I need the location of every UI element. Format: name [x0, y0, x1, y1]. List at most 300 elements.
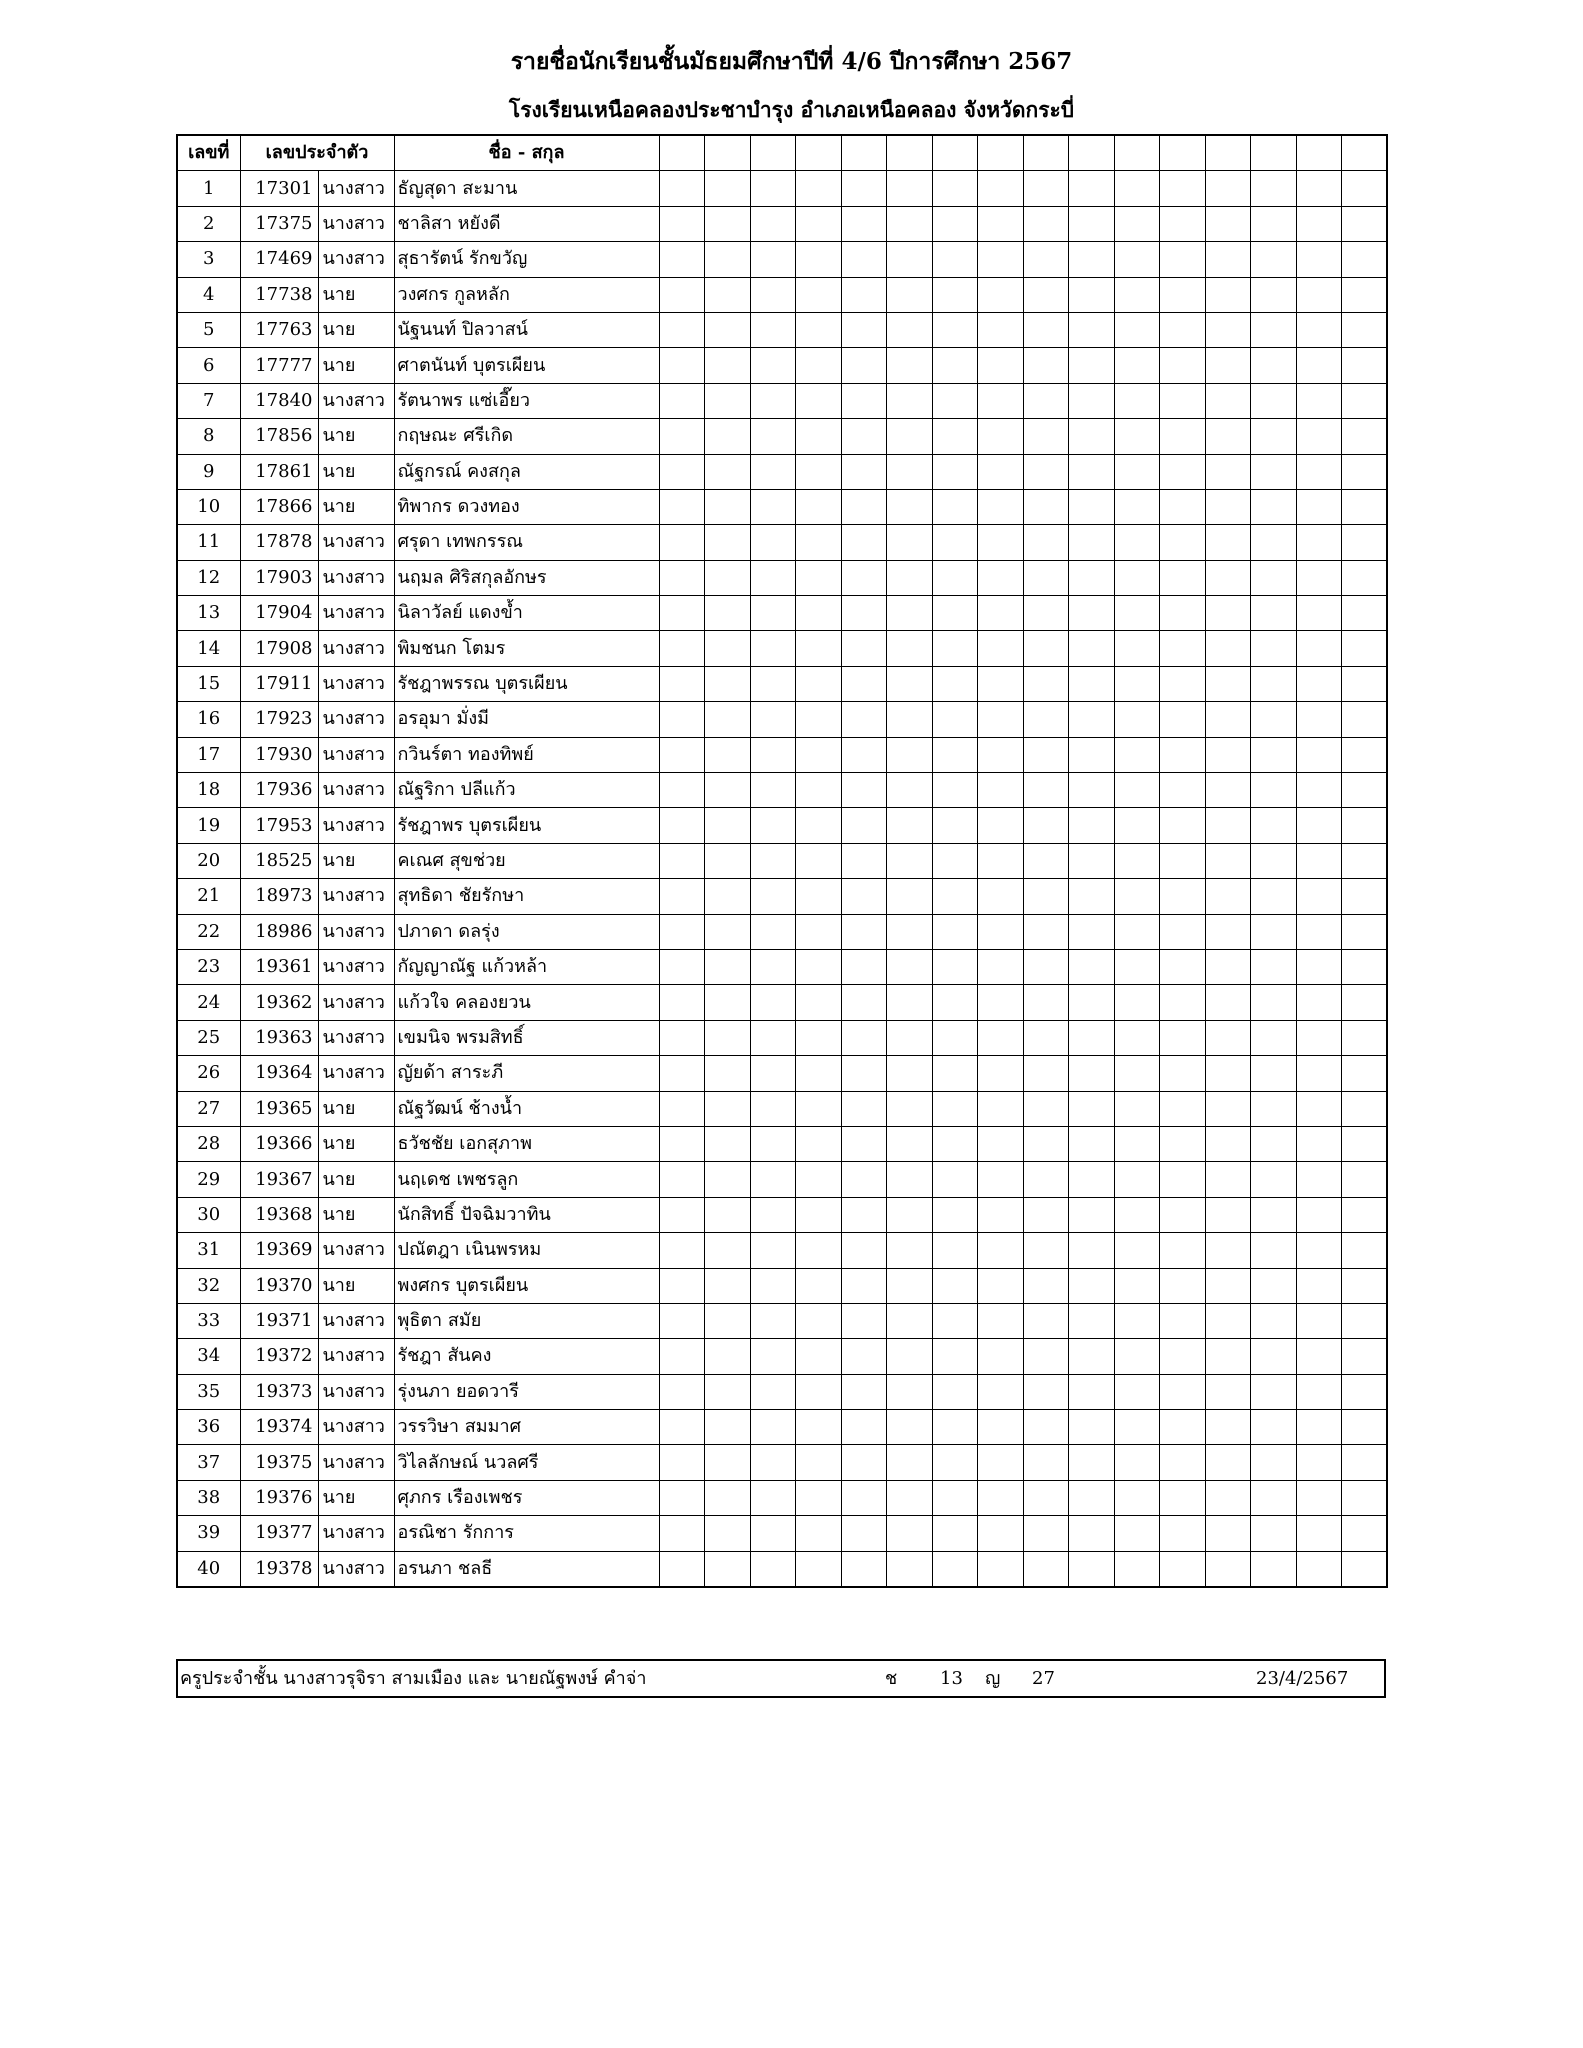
blank-mark-cell	[841, 1268, 887, 1303]
blank-mark-cell	[978, 843, 1024, 878]
blank-mark-cell	[750, 596, 796, 631]
blank-mark-cell	[841, 419, 887, 454]
blank-mark-cell	[659, 489, 705, 524]
blank-mark-cell	[1251, 277, 1297, 312]
student-prefix: นางสาว	[318, 631, 394, 666]
blank-mark-cell	[841, 1162, 887, 1197]
blank-mark-cell	[1342, 206, 1388, 241]
blank-mark-cell	[932, 1303, 978, 1338]
blank-mark-cell	[1205, 1233, 1251, 1268]
blank-mark-cell	[1342, 1480, 1388, 1515]
blank-mark-cell	[1296, 879, 1342, 914]
blank-mark-cell	[796, 737, 842, 772]
blank-mark-cell	[796, 1410, 842, 1445]
student-name: พิมชนก โตมร	[394, 631, 659, 666]
blank-mark-cell	[796, 1162, 842, 1197]
table-row	[177, 525, 1387, 560]
blank-mark-cell	[932, 1410, 978, 1445]
blank-mark-cell	[1205, 666, 1251, 701]
blank-mark-cell	[705, 312, 751, 347]
blank-mark-cell	[1160, 419, 1206, 454]
blank-mark-cell	[932, 454, 978, 489]
blank-mark-cell	[1296, 383, 1342, 418]
student-number: 35	[177, 1374, 240, 1409]
blank-mark-cell	[841, 702, 887, 737]
blank-mark-cell	[1023, 348, 1069, 383]
school-subtitle: โรงเรียนเหนือคลองประชาบำรุง อำเภอเหนือคลอง จังหวัดกระบี่	[508, 97, 1075, 122]
student-id: 19371	[240, 1303, 318, 1338]
blank-mark-cell	[1251, 454, 1297, 489]
student-number: 31	[177, 1233, 240, 1268]
student-prefix: นางสาว	[318, 1374, 394, 1409]
blank-mark-cell	[1069, 1162, 1115, 1197]
blank-mark-cell	[1114, 596, 1160, 631]
blank-mark-cell	[1205, 949, 1251, 984]
blank-mark-cell	[705, 1020, 751, 1055]
blank-mark-cell	[1251, 737, 1297, 772]
blank-mark-cell	[705, 1233, 751, 1268]
table-row	[177, 879, 1387, 914]
blank-mark-cell	[1023, 1480, 1069, 1515]
blank-mark-cell	[1069, 879, 1115, 914]
table-row	[177, 1197, 1387, 1232]
blank-mark-cell	[841, 773, 887, 808]
blank-mark-cell	[750, 1162, 796, 1197]
blank-mark-cell	[978, 419, 1024, 454]
blank-mark-cell	[1251, 1020, 1297, 1055]
blank-mark-cell	[750, 879, 796, 914]
blank-mark-cell	[1342, 171, 1388, 206]
student-prefix: นางสาว	[318, 702, 394, 737]
blank-mark-cell	[1296, 702, 1342, 737]
blank-mark-cell	[1205, 1339, 1251, 1374]
blank-mark-cell	[887, 1162, 933, 1197]
blank-mark-cell	[887, 1374, 933, 1409]
blank-mark-cell	[705, 1091, 751, 1126]
table-row	[177, 985, 1387, 1020]
blank-mark-cell	[1023, 1268, 1069, 1303]
blank-mark-cell	[887, 843, 933, 878]
blank-mark-cell	[659, 560, 705, 595]
blank-mark-cell	[1023, 1410, 1069, 1445]
blank-mark-cell	[932, 1480, 978, 1515]
blank-mark-cell	[932, 242, 978, 277]
blank-mark-cell	[841, 843, 887, 878]
student-id: 19378	[240, 1551, 318, 1587]
student-prefix: นาย	[318, 277, 394, 312]
blank-mark-cell	[978, 1516, 1024, 1551]
blank-mark-cell	[887, 560, 933, 595]
blank-mark-cell	[1205, 631, 1251, 666]
blank-mark-cell	[659, 1445, 705, 1480]
student-prefix: นางสาว	[318, 525, 394, 560]
blank-mark-cell	[1069, 737, 1115, 772]
blank-mark-cell	[1296, 1374, 1342, 1409]
blank-mark-cell	[932, 419, 978, 454]
blank-mark-cell	[705, 1126, 751, 1161]
blank-mark-cell	[796, 419, 842, 454]
blank-mark-cell	[978, 1268, 1024, 1303]
blank-mark-cell	[705, 242, 751, 277]
blank-mark-cell	[1114, 1268, 1160, 1303]
blank-mark-cell	[1251, 242, 1297, 277]
blank-mark-cell	[1160, 914, 1206, 949]
blank-mark-cell	[705, 808, 751, 843]
blank-mark-cell	[1251, 1303, 1297, 1338]
student-name: อรณิชา รักการ	[394, 1516, 659, 1551]
blank-mark-cell	[659, 843, 705, 878]
blank-mark-cell	[1205, 525, 1251, 560]
student-name: รัตนาพร แซ่เอี๊ยว	[394, 383, 659, 418]
blank-mark-cell	[1069, 1339, 1115, 1374]
blank-mark-cell	[887, 1303, 933, 1338]
blank-mark-cell	[705, 985, 751, 1020]
blank-mark-cell	[750, 1445, 796, 1480]
table-row	[177, 560, 1387, 595]
student-id: 19367	[240, 1162, 318, 1197]
blank-mark-cell	[1296, 1233, 1342, 1268]
blank-mark-cell	[705, 1339, 751, 1374]
student-id: 19369	[240, 1233, 318, 1268]
blank-mark-cell	[1069, 914, 1115, 949]
blank-mark-cell	[659, 773, 705, 808]
blank-mark-cell	[1023, 631, 1069, 666]
blank-mark-cell	[978, 383, 1024, 418]
blank-mark-cell	[705, 525, 751, 560]
male-label: ช	[885, 1668, 898, 1689]
blank-mark-cell	[796, 277, 842, 312]
blank-mark-cell	[659, 1020, 705, 1055]
blank-mark-cell	[796, 1480, 842, 1515]
student-prefix: นาย	[318, 1268, 394, 1303]
blank-mark-cell	[1296, 419, 1342, 454]
blank-mark-cell	[705, 1197, 751, 1232]
blank-mark-cell	[1251, 383, 1297, 418]
blank-mark-cell	[1296, 1197, 1342, 1232]
table-row	[177, 1445, 1387, 1480]
student-id: 18986	[240, 914, 318, 949]
blank-mark-cell	[841, 1091, 887, 1126]
blank-mark-cell	[978, 702, 1024, 737]
blank-mark-cell	[1114, 1303, 1160, 1338]
blank-mark-cell	[659, 1339, 705, 1374]
blank-mark-cell	[1251, 1339, 1297, 1374]
blank-mark-cell	[978, 808, 1024, 843]
male-count: 13	[940, 1668, 963, 1689]
blank-mark-cell	[887, 702, 933, 737]
blank-mark-cell	[1342, 1339, 1388, 1374]
blank-mark-cell	[887, 1268, 933, 1303]
table-row	[177, 596, 1387, 631]
blank-mark-cell	[1296, 454, 1342, 489]
blank-mark-cell	[1251, 312, 1297, 347]
blank-mark-cell	[1251, 808, 1297, 843]
blank-mark-cell	[978, 1339, 1024, 1374]
student-id: 18525	[240, 843, 318, 878]
blank-mark-cell	[796, 1197, 842, 1232]
blank-mark-cell	[659, 383, 705, 418]
blank-mark-cell	[1342, 596, 1388, 631]
blank-mark-cell	[841, 737, 887, 772]
blank-mark-cell	[1205, 596, 1251, 631]
class-summary-footer	[176, 1659, 1386, 1698]
blank-mark-cell	[1114, 1410, 1160, 1445]
blank-mark-cell	[1342, 1551, 1388, 1587]
student-number: 8	[177, 419, 240, 454]
student-number: 28	[177, 1126, 240, 1161]
student-prefix: นางสาว	[318, 1516, 394, 1551]
blank-mark-cell	[932, 383, 978, 418]
blank-mark-cell	[796, 560, 842, 595]
student-number: 33	[177, 1303, 240, 1338]
student-prefix: นางสาว	[318, 1303, 394, 1338]
student-name: วิไลลักษณ์ นวลศรี	[394, 1445, 659, 1480]
blank-mark-cell	[1342, 1020, 1388, 1055]
blank-mark-cell	[1205, 808, 1251, 843]
blank-mark-cell	[1160, 1374, 1206, 1409]
blank-mark-cell	[1160, 242, 1206, 277]
blank-mark-cell	[1069, 1445, 1115, 1480]
blank-mark-cell	[978, 312, 1024, 347]
blank-mark-cell	[1114, 737, 1160, 772]
blank-mark-cell	[1296, 242, 1342, 277]
blank-mark-cell	[750, 1303, 796, 1338]
blank-mark-cell	[1342, 383, 1388, 418]
blank-mark-cell	[1205, 1303, 1251, 1338]
blank-mark-cell	[932, 1091, 978, 1126]
student-name: รุ่งนภา ยอดวารี	[394, 1374, 659, 1409]
blank-mark-cell	[1160, 596, 1206, 631]
blank-mark-cell	[1251, 1480, 1297, 1515]
blank-mark-cell	[841, 1020, 887, 1055]
student-prefix: นางสาว	[318, 1233, 394, 1268]
student-id: 17840	[240, 383, 318, 418]
student-prefix: นางสาว	[318, 914, 394, 949]
blank-mark-cell	[659, 949, 705, 984]
blank-mark-cell	[1342, 1268, 1388, 1303]
female-label: ญ	[985, 1668, 1001, 1689]
blank-mark-cell	[841, 808, 887, 843]
blank-mark-cell	[750, 454, 796, 489]
table-row	[177, 1126, 1387, 1161]
blank-mark-cell	[1205, 206, 1251, 241]
blank-mark-cell	[1023, 843, 1069, 878]
blank-mark-cell	[1114, 985, 1160, 1020]
blank-mark-cell	[1114, 702, 1160, 737]
student-prefix: นางสาว	[318, 171, 394, 206]
blank-mark-cell	[705, 348, 751, 383]
blank-mark-cell	[932, 1056, 978, 1091]
blank-mark-cell	[1296, 808, 1342, 843]
student-name: นัฐนนท์ ปิลวาสน์	[394, 312, 659, 347]
blank-mark-cell	[1023, 737, 1069, 772]
student-prefix: นางสาว	[318, 1056, 394, 1091]
blank-mark-cell	[1251, 631, 1297, 666]
blank-mark-cell	[705, 631, 751, 666]
blank-mark-cell	[932, 348, 978, 383]
blank-mark-cell	[1205, 843, 1251, 878]
blank-mark-cell	[1296, 1445, 1342, 1480]
student-prefix: นางสาว	[318, 206, 394, 241]
blank-mark-cell	[887, 985, 933, 1020]
blank-mark-cell	[978, 737, 1024, 772]
blank-mark-cell	[1296, 171, 1342, 206]
student-id: 17375	[240, 206, 318, 241]
blank-mark-cell	[750, 843, 796, 878]
student-name: ปภาดา ดลรุ่ง	[394, 914, 659, 949]
blank-mark-cell	[1296, 1056, 1342, 1091]
table-row	[177, 171, 1387, 206]
student-id: 17904	[240, 596, 318, 631]
blank-mark-cell	[841, 454, 887, 489]
blank-mark-cell	[1114, 171, 1160, 206]
table-row	[177, 843, 1387, 878]
blank-mark-cell	[1114, 454, 1160, 489]
blank-mark-cell	[705, 773, 751, 808]
blank-mark-cell	[978, 242, 1024, 277]
student-id: 19372	[240, 1339, 318, 1374]
student-prefix: นางสาว	[318, 1410, 394, 1445]
student-name: อรอุมา มั่งมี	[394, 702, 659, 737]
student-number: 2	[177, 206, 240, 241]
student-prefix: นางสาว	[318, 949, 394, 984]
student-number: 34	[177, 1339, 240, 1374]
blank-mark-cell	[659, 525, 705, 560]
blank-mark-cell	[1160, 1339, 1206, 1374]
blank-mark-cell	[750, 666, 796, 701]
student-name: ณัฐกรณ์ คงสกุล	[394, 454, 659, 489]
blank-mark-cell	[750, 1374, 796, 1409]
blank-mark-cell	[1296, 348, 1342, 383]
blank-mark-cell	[659, 702, 705, 737]
blank-mark-cell	[1160, 383, 1206, 418]
blank-mark-cell	[978, 1233, 1024, 1268]
blank-mark-cell	[1296, 1551, 1342, 1587]
blank-mark-cell	[750, 1197, 796, 1232]
blank-mark-cell	[1205, 737, 1251, 772]
blank-mark-cell	[1205, 1445, 1251, 1480]
student-id: 19377	[240, 1516, 318, 1551]
blank-mark-cell	[841, 489, 887, 524]
column-header-no: เลขที่	[177, 135, 240, 171]
blank-mark-cell	[1205, 171, 1251, 206]
blank-mark-cell	[1069, 560, 1115, 595]
blank-mark-cell	[1160, 1197, 1206, 1232]
blank-mark-cell	[796, 1516, 842, 1551]
female-count: 27	[1032, 1668, 1055, 1689]
blank-mark-cell	[1251, 1126, 1297, 1161]
table-row	[177, 1339, 1387, 1374]
student-number: 1	[177, 171, 240, 206]
student-name: ธวัชชัย เอกสุภาพ	[394, 1126, 659, 1161]
student-name: นิลาวัลย์ แดงข้ำ	[394, 596, 659, 631]
blank-mark-cell	[1160, 1056, 1206, 1091]
blank-mark-cell	[1251, 525, 1297, 560]
blank-mark-cell	[1023, 1445, 1069, 1480]
column-header-id: เลขประจำตัว	[240, 135, 394, 171]
blank-mark-cell	[1296, 489, 1342, 524]
blank-mark-cell	[1160, 985, 1206, 1020]
blank-mark-cell	[1205, 383, 1251, 418]
student-number: 23	[177, 949, 240, 984]
blank-mark-cell	[932, 1020, 978, 1055]
blank-mark-cell	[1205, 879, 1251, 914]
blank-mark-cell	[659, 242, 705, 277]
blank-mark-cell	[1114, 489, 1160, 524]
blank-mark-cell	[932, 1445, 978, 1480]
blank-mark-cell	[705, 949, 751, 984]
student-number: 11	[177, 525, 240, 560]
blank-mark-cell	[1342, 348, 1388, 383]
blank-mark-cell	[1296, 1126, 1342, 1161]
student-id: 17763	[240, 312, 318, 347]
student-id: 17856	[240, 419, 318, 454]
blank-mark-cell	[1342, 1091, 1388, 1126]
blank-mark-cell	[705, 1056, 751, 1091]
student-prefix: นาย	[318, 843, 394, 878]
blank-mark-cell	[1160, 666, 1206, 701]
blank-mark-cell	[1069, 773, 1115, 808]
table-row	[177, 1516, 1387, 1551]
student-name: นฤมล ศิริสกุลอักษร	[394, 560, 659, 595]
student-id: 17777	[240, 348, 318, 383]
student-prefix: นาย	[318, 454, 394, 489]
blank-mark-cell	[1114, 843, 1160, 878]
blank-mark-cell	[1205, 560, 1251, 595]
student-name: ศุภกร เรืองเพชร	[394, 1480, 659, 1515]
blank-mark-cell	[659, 348, 705, 383]
table-row	[177, 1162, 1387, 1197]
blank-mark-cell	[932, 206, 978, 241]
student-id: 19376	[240, 1480, 318, 1515]
blank-mark-cell	[1023, 454, 1069, 489]
student-id: 17878	[240, 525, 318, 560]
blank-mark-cell	[1160, 773, 1206, 808]
blank-mark-cell	[1160, 702, 1206, 737]
student-name: แก้วใจ คลองยวน	[394, 985, 659, 1020]
blank-mark-cell	[1296, 312, 1342, 347]
student-name: สุธารัตน์ รักขวัญ	[394, 242, 659, 277]
student-prefix: นาย	[318, 1162, 394, 1197]
blank-mark-cell	[1114, 1162, 1160, 1197]
blank-mark-cell	[887, 383, 933, 418]
blank-mark-cell	[1251, 1410, 1297, 1445]
blank-mark-cell	[932, 277, 978, 312]
blank-mark-cell	[887, 489, 933, 524]
student-number: 16	[177, 702, 240, 737]
blank-mark-cell	[1251, 1091, 1297, 1126]
blank-mark-cell	[750, 489, 796, 524]
blank-mark-cell	[841, 348, 887, 383]
blank-mark-cell	[659, 1516, 705, 1551]
blank-mark-cell	[1023, 242, 1069, 277]
blank-mark-cell	[1342, 808, 1388, 843]
blank-mark-cell	[705, 1480, 751, 1515]
blank-mark-cell	[796, 631, 842, 666]
blank-mark-cell	[1160, 843, 1206, 878]
blank-mark-cell	[932, 1197, 978, 1232]
blank-mark-cell	[1251, 773, 1297, 808]
blank-mark-cell	[1342, 949, 1388, 984]
blank-mark-cell	[1296, 1410, 1342, 1445]
blank-mark-cell	[887, 773, 933, 808]
blank-mark-cell	[750, 1551, 796, 1587]
blank-mark-cell	[1296, 596, 1342, 631]
blank-mark-cell	[1023, 1303, 1069, 1338]
blank-mark-cell	[932, 489, 978, 524]
student-prefix: นางสาว	[318, 1445, 394, 1480]
blank-mark-cell	[841, 1516, 887, 1551]
